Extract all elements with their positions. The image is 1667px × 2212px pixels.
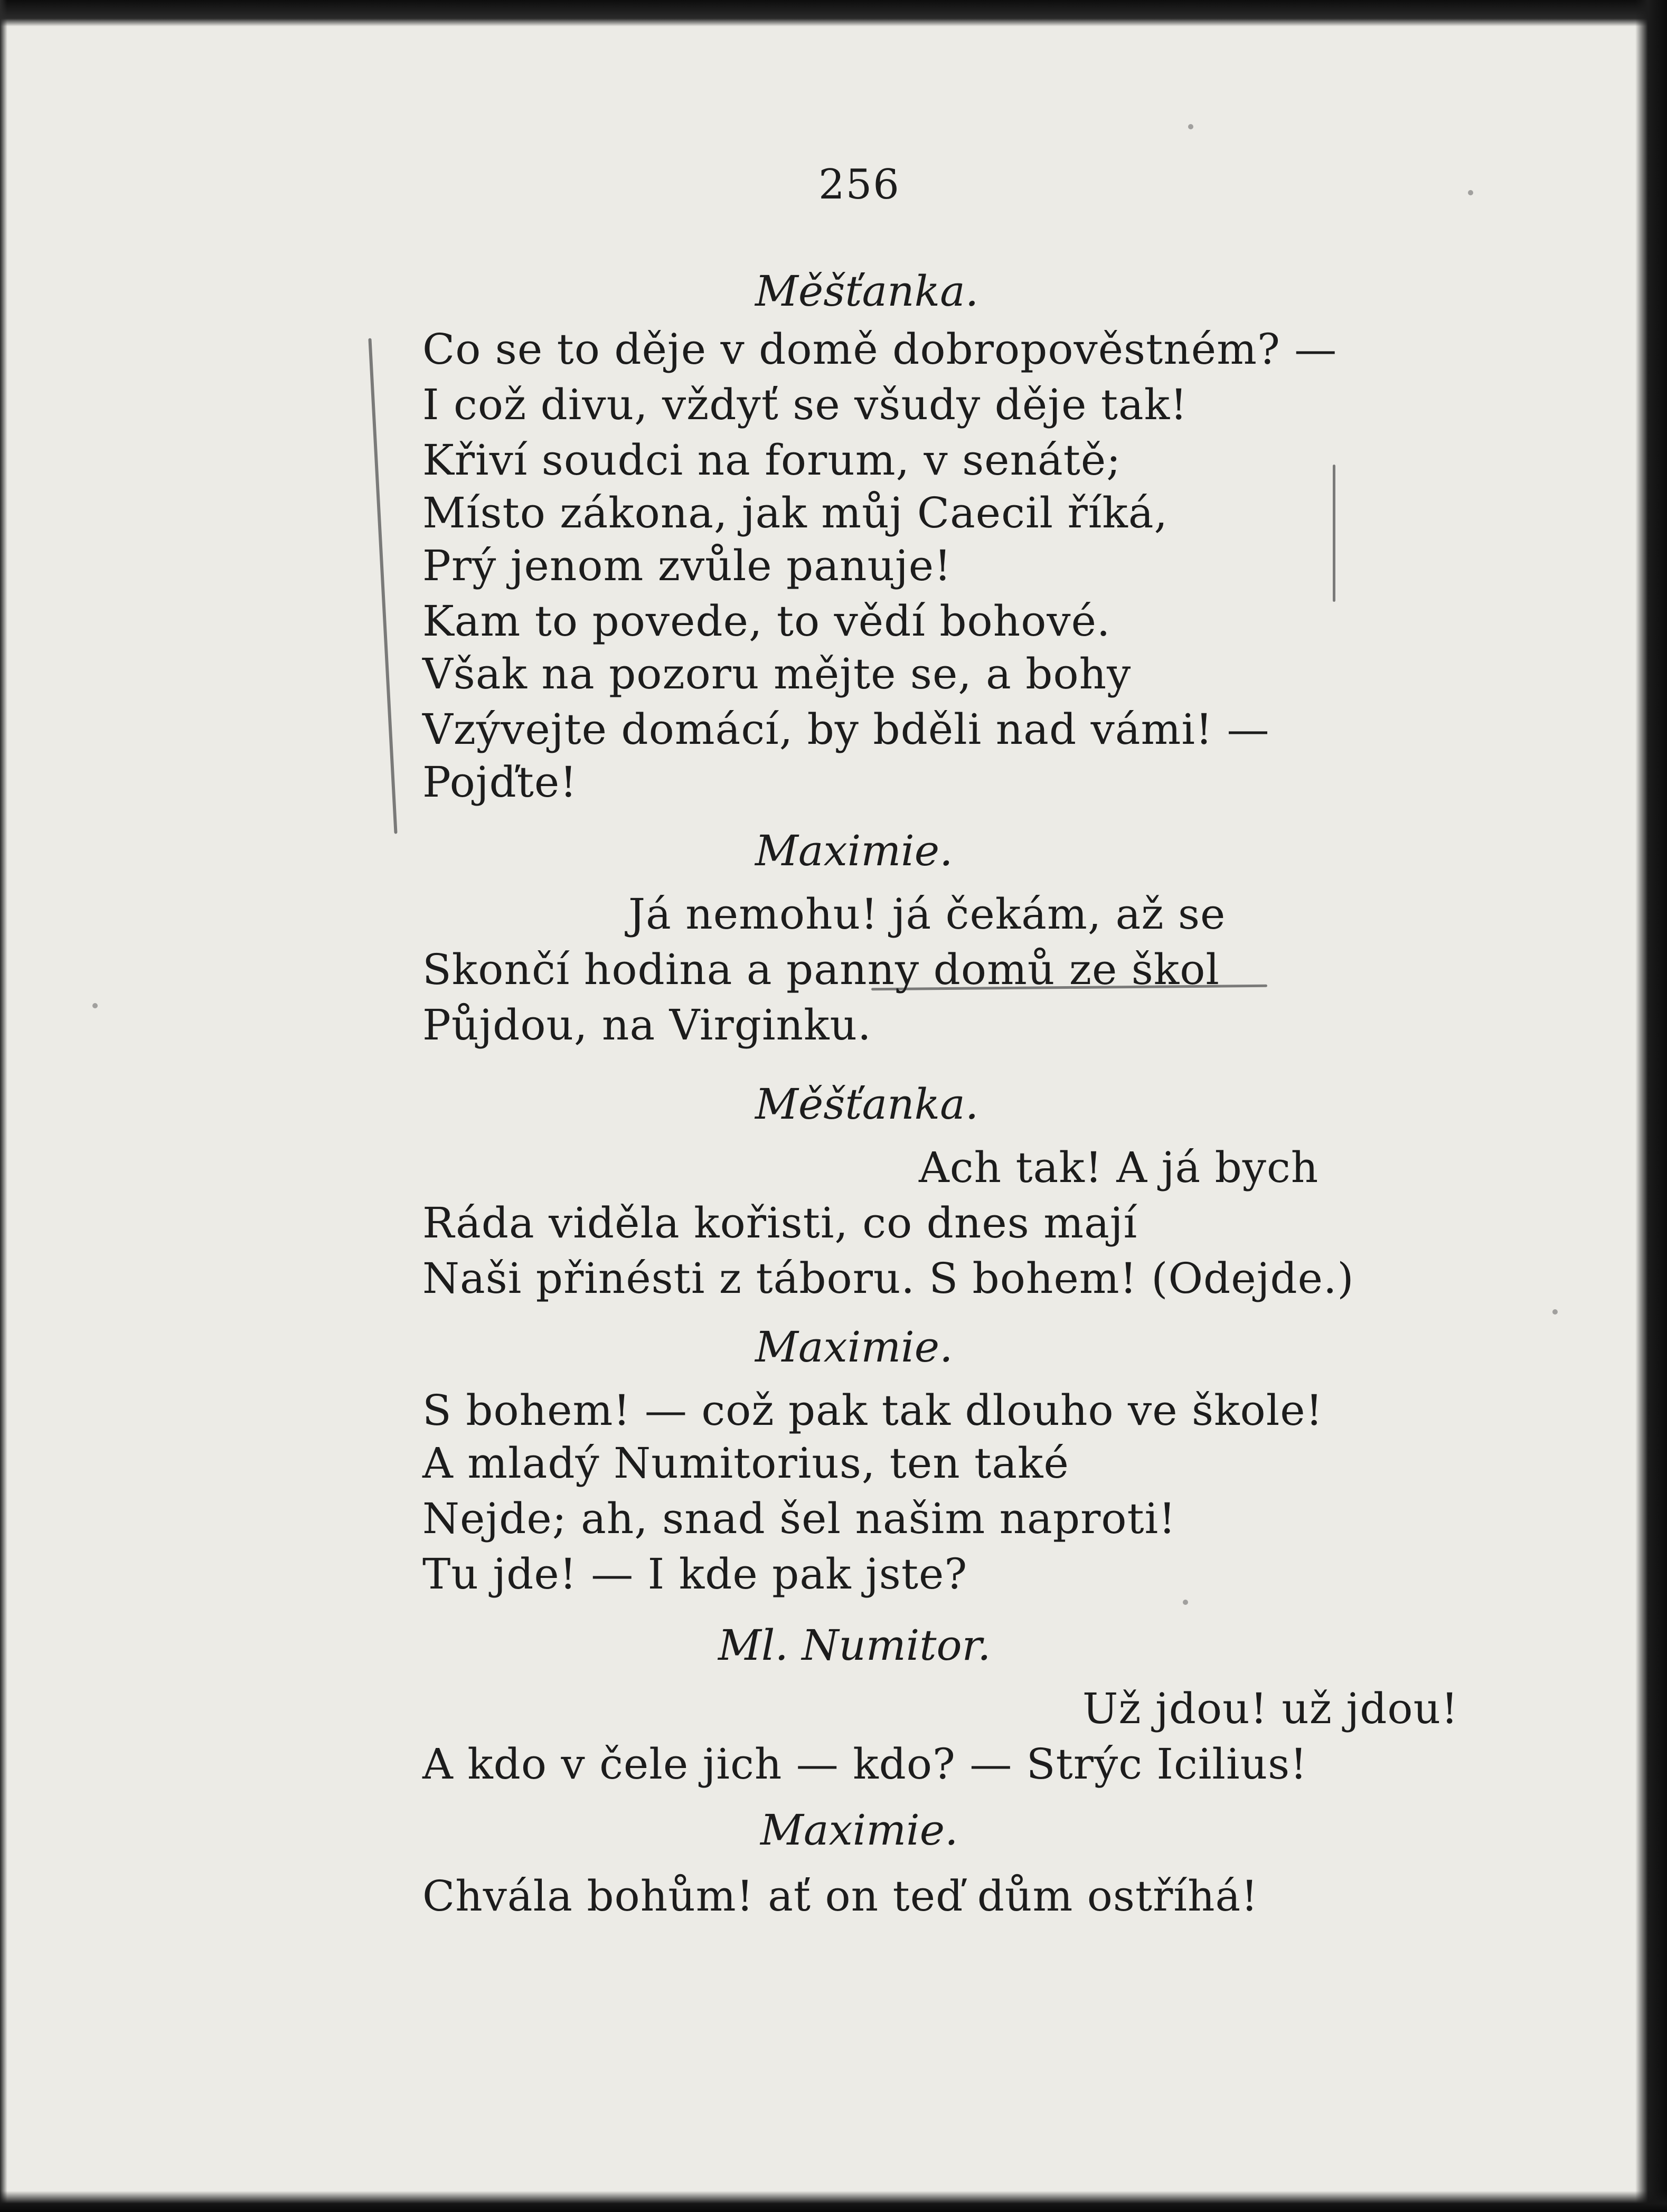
scan-edge-right bbox=[1635, 0, 1667, 2212]
verse-line: Vzývejte domácí, by bděli nad vámi! — bbox=[422, 705, 1270, 754]
page-number: 256 bbox=[818, 161, 900, 209]
verse-line: Chvála bohům! ať on teď dům ostříhá! bbox=[422, 1871, 1259, 1921]
verse-line: Ach tak! A já bych bbox=[919, 1143, 1319, 1192]
speaker-name: Maximie. bbox=[755, 826, 953, 875]
verse-line: Prý jenom zvůle panuje! bbox=[422, 541, 952, 590]
scan-speck bbox=[1552, 1309, 1558, 1315]
verse-line: Už jdou! už jdou! bbox=[1082, 1684, 1459, 1733]
scan-speck bbox=[1188, 124, 1193, 129]
verse-line: Naši přinésti z táboru. S bohem! (Odejde.) bbox=[422, 1254, 1354, 1303]
pencil-margin-mark bbox=[368, 338, 397, 834]
verse-line: Kam to povede, to vědí bohové. bbox=[422, 597, 1111, 646]
verse-line: Skončí hodina a panny domů ze škol bbox=[422, 945, 1220, 994]
verse-line: Tu jde! — I kde pak jste? bbox=[422, 1549, 968, 1599]
verse-line: Půjdou, na Virginku. bbox=[422, 1000, 872, 1050]
verse-line: Místo zákona, jak můj Caecil říká, bbox=[422, 488, 1168, 537]
verse-line: Pojďte! bbox=[422, 758, 578, 807]
verse-line: I což divu, vždyť se všudy děje tak! bbox=[422, 380, 1188, 429]
speaker-name: Měšťanka. bbox=[755, 1080, 979, 1129]
verse-line: A kdo v čele jich — kdo? — Strýc Icilius! bbox=[422, 1740, 1308, 1789]
verse-line: Co se to děje v domě dobropověstném? — bbox=[422, 325, 1338, 374]
pencil-margin-mark-right bbox=[1333, 465, 1335, 602]
verse-line: A mladý Numitorius, ten také bbox=[422, 1439, 1069, 1488]
speaker-name: Měšťanka. bbox=[755, 267, 979, 316]
speaker-name: Maximie. bbox=[755, 1322, 953, 1372]
verse-line: S bohem! — což pak tak dlouho ve škole! bbox=[422, 1386, 1323, 1435]
scan-speck bbox=[1183, 1600, 1188, 1605]
verse-line: Já nemohu! já čekám, až se bbox=[628, 890, 1226, 939]
scan-edge-top bbox=[0, 0, 1667, 26]
scan-speck bbox=[1468, 190, 1473, 195]
scan-speck bbox=[92, 1003, 98, 1008]
scan-edge-left bbox=[0, 0, 7, 2212]
verse-line: Ráda viděla kořisti, co dnes mají bbox=[422, 1198, 1138, 1247]
speaker-name: Ml. Numitor. bbox=[718, 1621, 991, 1670]
verse-line: Však na pozoru mějte se, a bohy bbox=[422, 649, 1132, 698]
verse-line: Nejde; ah, snad šel našim naproti! bbox=[422, 1494, 1176, 1543]
speaker-name: Maximie. bbox=[760, 1805, 958, 1855]
scan-edge-bottom bbox=[0, 2191, 1667, 2212]
verse-line: Křiví soudci na forum, v senátě; bbox=[422, 436, 1122, 485]
